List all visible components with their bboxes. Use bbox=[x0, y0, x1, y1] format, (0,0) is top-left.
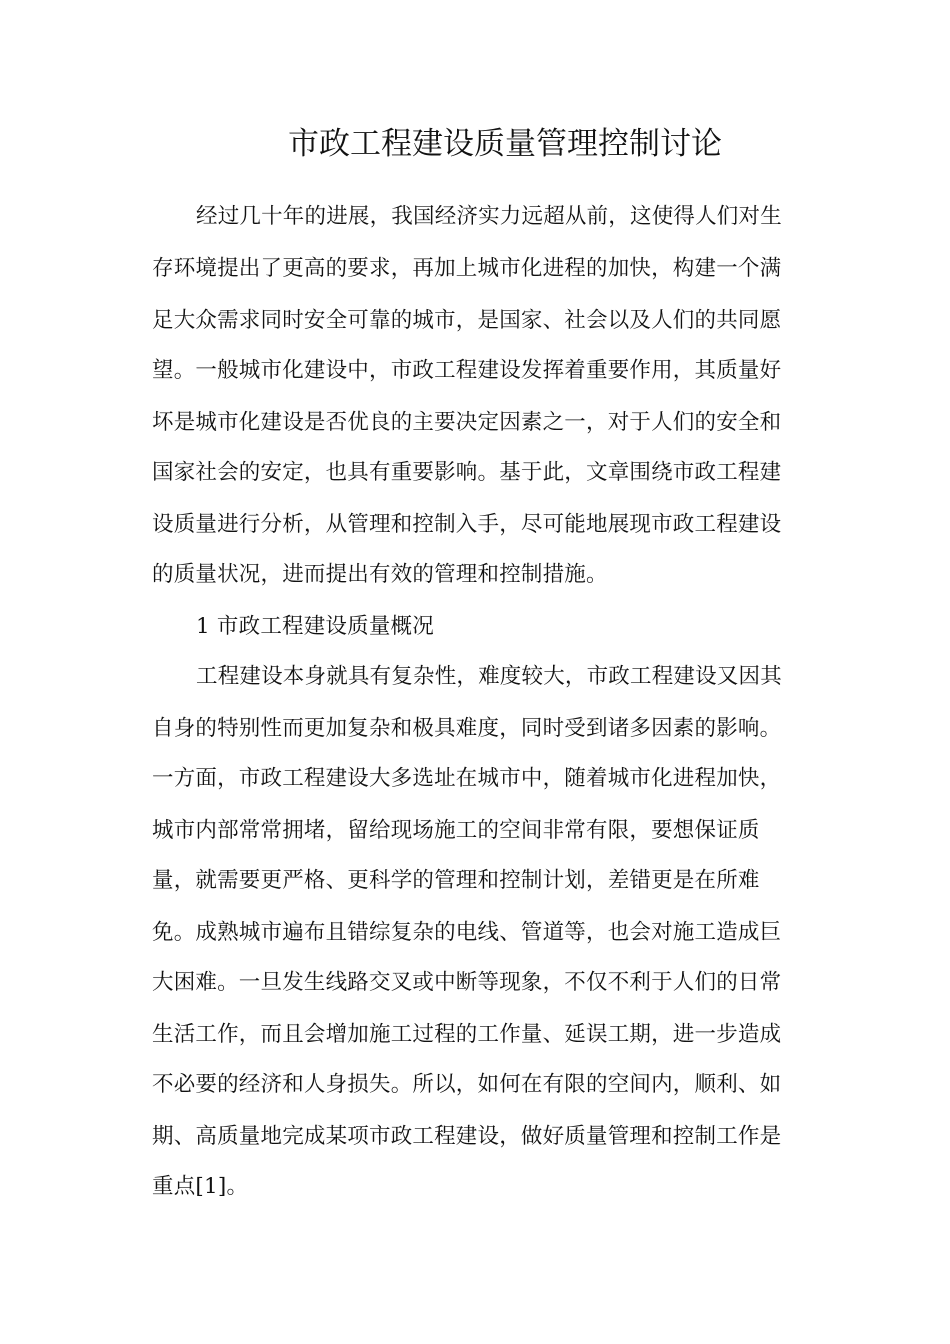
paragraph-line: 大困难。一旦发生线路交叉或中断等现象，不仅不利于人们的日常 bbox=[152, 970, 782, 995]
section-heading: 1 市政工程建设质量概况 bbox=[196, 614, 434, 639]
paragraph-line: 自身的特别性而更加复杂和极具难度，同时受到诸多因素的影响。 bbox=[152, 716, 782, 741]
paragraph-line: 量，就需要更严格、更科学的管理和控制计划，差错更是在所难 bbox=[152, 868, 760, 893]
paragraph-line: 的质量状况，进而提出有效的管理和控制措施。 bbox=[152, 562, 608, 587]
paragraph-line: 国家社会的安定，也具有重要影响。基于此，文章围绕市政工程建 bbox=[152, 460, 782, 485]
paragraph-line: 工程建设本身就具有复杂性，难度较大，市政工程建设又因其 bbox=[196, 664, 782, 689]
paragraph-line: 生活工作，而且会增加施工过程的工作量、延误工期，进一步造成 bbox=[152, 1022, 782, 1047]
paragraph-line: 望。一般城市化建设中，市政工程建设发挥着重要作用，其质量好 bbox=[152, 358, 782, 383]
paragraph-line: 坏是城市化建设是否优良的主要决定因素之一，对于人们的安全和 bbox=[152, 410, 782, 435]
paragraph-line: 经过几十年的进展，我国经济实力远超从前，这使得人们对生 bbox=[196, 204, 782, 229]
paragraph-line: 设质量进行分析，从管理和控制入手，尽可能地展现市政工程建设 bbox=[152, 512, 782, 537]
paragraph-line: 重点[1]。 bbox=[152, 1174, 249, 1199]
paragraph-line: 一方面，市政工程建设大多选址在城市中，随着城市化进程加快， bbox=[152, 766, 782, 791]
paragraph-line: 存环境提出了更高的要求，再加上城市化进程的加快，构建一个满 bbox=[152, 256, 782, 281]
paragraph-line: 免。成熟城市遍布且错综复杂的电线、管道等，也会对施工造成巨 bbox=[152, 920, 782, 945]
paragraph-line: 不必要的经济和人身损失。所以，如何在有限的空间内，顺利、如 bbox=[152, 1072, 782, 1097]
document-title: 市政工程建设质量管理控制讨论 bbox=[288, 126, 722, 162]
paragraph-line: 足大众需求同时安全可靠的城市，是国家、社会以及人们的共同愿 bbox=[152, 308, 782, 333]
paragraph-line: 城市内部常常拥堵，留给现场施工的空间非常有限，要想保证质 bbox=[152, 818, 760, 843]
paragraph-line: 期、高质量地完成某项市政工程建设，做好质量管理和控制工作是 bbox=[152, 1124, 782, 1149]
